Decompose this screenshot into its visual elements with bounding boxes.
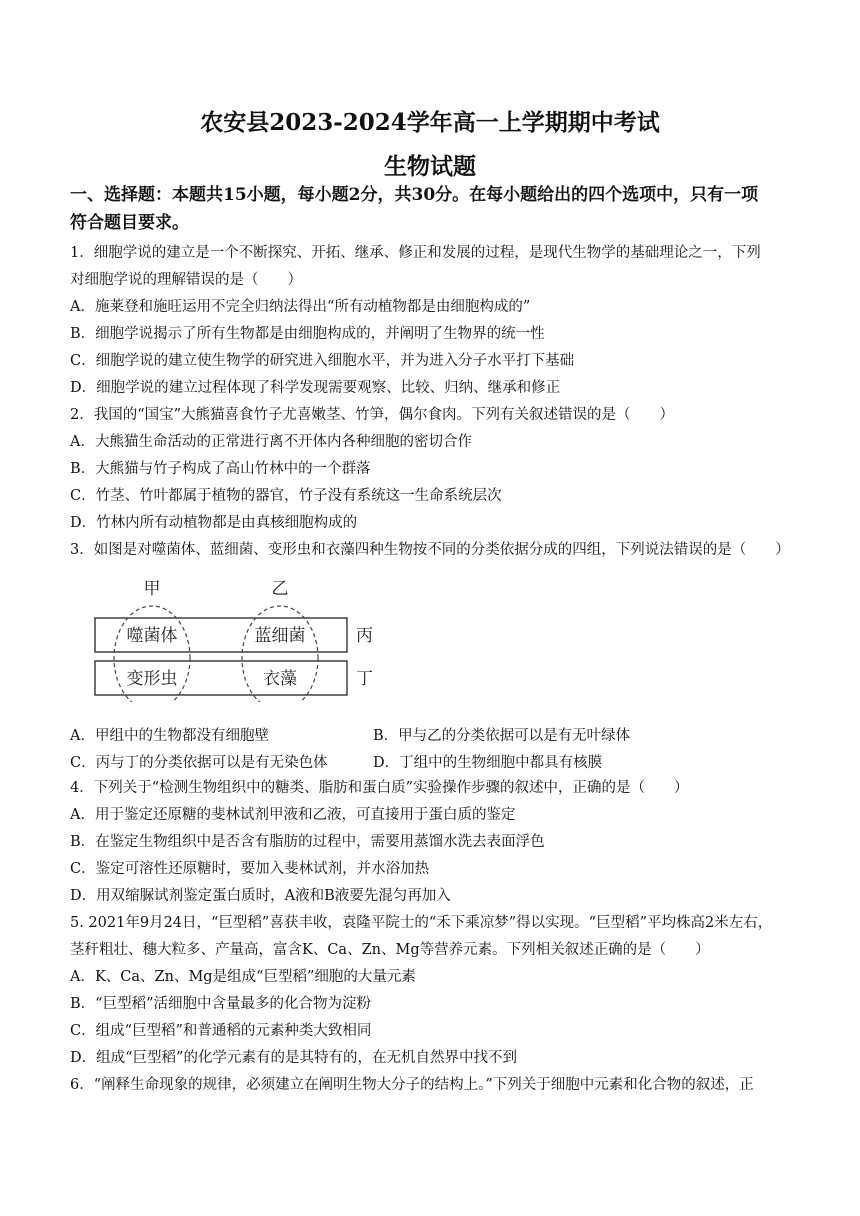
q5-option-a: A．K、Ca、Zn、Mg是组成“巨型稻”细胞的大量元素 (70, 969, 416, 985)
label-yi: 乙 (271, 579, 289, 599)
q2-option-a: A．大熊猫生命活动的正常进行离不开体内各种细胞的密切合作 (70, 434, 472, 450)
exam-subtitle: 生物试题 (384, 153, 476, 180)
label-ding: 丁 (356, 669, 373, 689)
q1-option-a: A．施莱登和施旺运用不完全归纳法得出“所有动植物都是由细胞构成的” (70, 299, 531, 315)
q3-option-b: B．甲与乙的分类依据可以是有无叶绿体 (373, 728, 631, 744)
q3-stem: 3．如图是对噬菌体、蓝细菌、变形虫和衣藻四种生物按不同的分类依据分成的四组，下列说法错误的是（ ） (70, 542, 790, 558)
section-heading-line2: 符合题目要求。 (70, 213, 189, 233)
q1-option-d: D．细胞学说的建立过程体现了科学发现需要观察、比较、归纳、继承和修正 (70, 380, 561, 396)
q4-stem: 4．下列关于“检测生物组织中的糖类、脂肪和蛋白质”实验操作步骤的叙述中，正确的是（ ） (70, 780, 689, 796)
classification-diagram (90, 572, 390, 702)
q2-option-b: B．大熊猫与竹子构成了高山竹林中的一个群落 (70, 461, 371, 477)
q4-option-d: D．用双缩脲试剂鉴定蛋白质时，A液和B液要先混匀再加入 (70, 888, 451, 904)
label-bing: 丙 (356, 626, 373, 646)
q6-stem: 6．“阐释生命现象的规律，必须建立在阐明生物大分子的结构上。”下列关于细胞中元素和化合物的叙述，正 (70, 1077, 754, 1093)
q2-option-c: C．竹茎、竹叶都属于植物的器官，竹子没有系统这一生命系统层次 (70, 488, 502, 504)
q5-stem-line2: 茎秆粗壮、穗大粒多、产量高，富含K、Ca、Zn、Mg等营养元素。下列相关叙述正确的是（ ） (70, 942, 710, 958)
cell-amoeba: 变形虫 (126, 669, 178, 689)
q3-option-d: D．丁组中的生物细胞中都具有核膜 (373, 755, 603, 771)
q5-stem-line1: 5. 2021年9月24日，“巨型稻”喜获丰收，袁隆平院士的“禾下乘凉梦”得以实现。“巨型稻”平均株高2米左右， (70, 915, 773, 931)
q5-option-d: D．组成“巨型稻”的化学元素有的是其特有的，在无机自然界中找不到 (70, 1050, 517, 1066)
q2-stem: 2．我国的“国宝”大熊猫喜食竹子尤喜嫩茎、竹笋，偶尔食肉。下列有关叙述错误的是（ ） (70, 407, 675, 423)
q4-option-a: A．用于鉴定还原糖的斐林试剂甲液和乙液，可直接用于蛋白质的鉴定 (70, 807, 516, 823)
q1-stem-line1: 1．细胞学说的建立是一个不断探究、开拓、继承、修正和发展的过程，是现代生物学的基础理论之一，下列 (70, 245, 761, 261)
q3-option-c: C．丙与丁的分类依据可以是有无染色体 (70, 755, 328, 771)
q1-stem-line2: 对细胞学说的理解错误的是（ ） (70, 272, 302, 288)
q1-option-b: B．细胞学说揭示了所有生物都是由细胞构成的，并阐明了生物界的统一性 (70, 326, 545, 342)
q1-option-c: C．细胞学说的建立使生物学的研究进入细胞水平，并为进入分子水平打下基础 (70, 353, 575, 369)
cell-phage: 噬菌体 (126, 626, 178, 646)
q4-option-c: C．鉴定可溶性还原糖时，要加入斐林试剂，并水浴加热 (70, 861, 430, 877)
section-heading-line1: 一、选择题：本题共15小题，每小题2分，共30分。在每小题给出的四个选项中，只有一项 (70, 185, 759, 205)
exam-title: 农安县2023-2024学年高一上学期期中考试 (200, 109, 660, 136)
q3-option-a: A．甲组中的生物都没有细胞壁 (70, 728, 269, 744)
q4-option-b: B．在鉴定生物组织中是否含有脂肪的过程中，需要用蒸馏水洗去表面浮色 (70, 834, 545, 850)
label-jia: 甲 (143, 579, 161, 599)
q5-option-c: C．组成“巨型稻”和普通稻的元素种类大致相同 (70, 1023, 372, 1039)
q2-option-d: D．竹林内所有动植物都是由真核细胞构成的 (70, 515, 358, 531)
cell-cyanobacteria: 蓝细菌 (254, 626, 306, 646)
q5-option-b: B．“巨型稻”活细胞中含量最多的化合物为淀粉 (70, 996, 371, 1012)
cell-chlamydomonas: 衣藻 (263, 669, 297, 689)
